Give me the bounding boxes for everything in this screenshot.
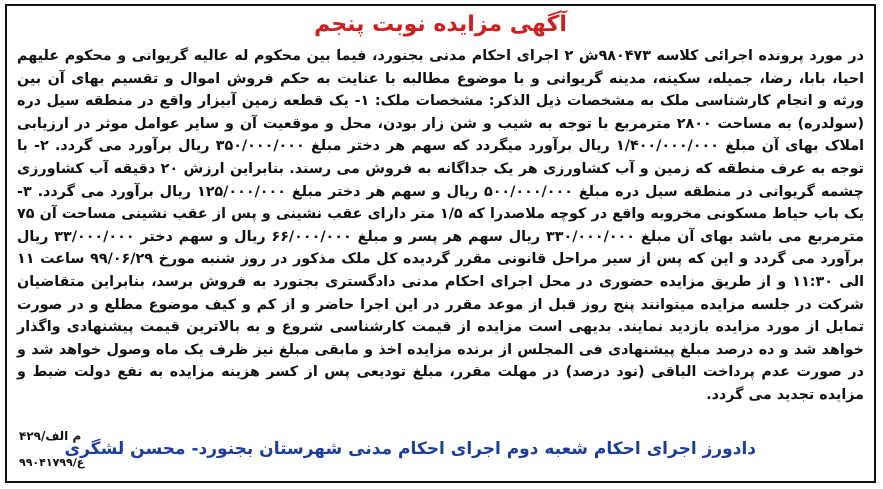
reference-code: م الف/۴۲۹ bbox=[19, 429, 82, 443]
notice-frame bbox=[5, 4, 876, 483]
tracking-code: ع/۹۹۰۴۱۷۹۹ bbox=[19, 456, 85, 469]
signature-line: دادورز اجرای احکام شعبه دوم اجرای احکام مدنی شهرستان بجنورد- محسن لشگری bbox=[64, 439, 756, 459]
notice-title: آگهی مزایده نوبت پنجم bbox=[314, 12, 567, 37]
notice-body: در مورد پرونده اجرائی کلاسه ۹۸۰۴۷۳ش ۲ اجرای احکام مدنی بجنورد، فیما بین محکوم له عالیه گریوانی و محکوم علیهم احیا، بابا، رضا، جمیله، سکینه، مدینه گریوانی و با موضوع مطالبه با عنایت به حکم فروش اموال و تقسیم بهای آن بین ورثه و انجام کارشناسی ملک به مشخصات ذیل الذکر: مشخصات ملک: ۱- یک قطعه زمین آبیزار واقع در منطقه سیل دره (سولدره) به مساحت ۲۸۰۰ مترمربع با توجه به شیب و شن زار بودن، محل و موقعیت آن و سایر عوامل موثر در ارزیابی املاک بهای آن مبلغ ۱/۴۰۰/۰۰۰/۰۰۰ ریال برآورد میگردد که سهم هر دختر مبلغ ۳۵۰/۰۰۰/۰۰۰ ریال برآورد می گردد. ۲- با توجه به عرف منطقه که زمین و آب کشاورزی هر یک جداگانه به فروش می رسند. بنابراین ارزش ۲۰ دقیقه آب کشاورزی چشمه گریوانی در منطقه سیل دره مبلغ ۵۰۰/۰۰۰/۰۰۰ ریال و سهم هر دختر مبلغ ۱۲۵/۰۰۰/۰۰۰ ریال برآورد می گردد. ۳- یک باب حیاط مسکونی مخروبه واقع در کوچه ملاصدرا که ۱/۵ متر دارای عقب نشینی و پس از عقب نشینی مساحت آن ۷۵ مترمربع می باشد بهای آن مبلغ ۳۳۰/۰۰۰/۰۰۰ ریال سهم هر پسر و مبلغ ۶۶/۰۰۰/۰۰۰ ریال و سهم دختر ۳۳/۰۰۰/۰۰۰ ریال برآورد می گردد و این که پس از سیر مراحل قانونی مقرر گردیده کل ملک مذکور در روز شنبه مورخ ۹۹/۰۶/۲۹ ساعت ۱۱ الی ۱۱:۳۰ و از طریق مزایده حضوری در محل اجرای احکام مدنی دادگستری بجنورد به فروش برسد، بنابراین متقاضیان شرکت در جلسه مزایده میتوانند پنج روز قبل از موعد مقرر در این اجرا حاضر و از کم و کیف موضوع مطلع و در صورت تمایل از مورد مزایده بازدید نمایند. بدیهی است مزایده از قیمت کارشناسی شروع و به بالاترین قیمت پیشنهادی واگذار خواهد شد و ده درصد مبلغ پیشنهادی فی المجلس از برنده مزایده اخذ و مابقی مبلغ نیز ظرف یک ماه وصول خواهد شد و در صورت عدم پرداخت الباقی (نود درصد) در مهلت مقرر، مبلغ تودیعی پس از کسر هزینه مزایده به نفع دولت ضبط و مزایده تجدید می گردد. bbox=[17, 48, 865, 403]
